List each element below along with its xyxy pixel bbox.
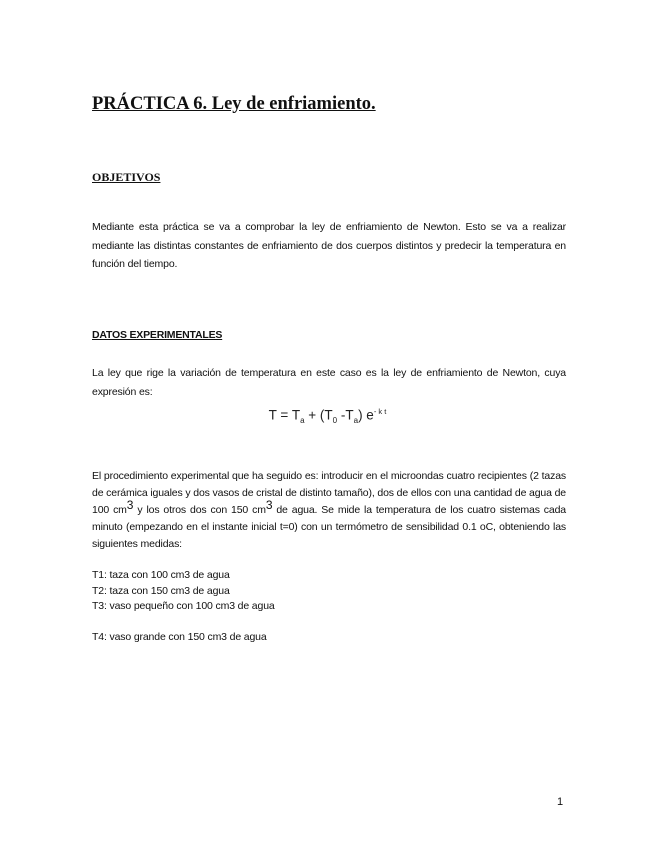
datos-intro-paragraph: La ley que rige la variación de temperatura en este caso es la ley de enfriamiento de Newton, cuya expresión es:: [92, 367, 566, 398]
formula-sub-a: a: [300, 416, 305, 426]
list-item: T1: taza con 100 cm3 de agua: [92, 569, 230, 581]
section-heading-datos-experimentales: DATOS EXPERIMENTALES: [92, 329, 223, 341]
procedure-text-2: y los otros dos con 150 cm: [133, 504, 266, 516]
newton-cooling-formula: [0, 407, 655, 425]
formula-sub-a2: a: [353, 416, 359, 426]
section-heading-objetivos: OBJETIVOS: [92, 170, 161, 184]
container-list: [92, 568, 275, 615]
procedure-text-1: El procedimiento experimental que ha seguido es: introducir en el microondas cuatro recipientes (2 tazas de cerámica iguales y dos vasos de cristal de distinto tamaño), dos de ellos con una cantidad de agua de 100 cm: [92, 470, 566, 516]
container-list-extra: [92, 630, 267, 646]
formula-close: ) e: [358, 407, 374, 423]
procedure-paragraph: [92, 468, 566, 553]
formula-mid: + (T: [304, 407, 333, 423]
page-title: PRÁCTICA 6. Ley de enfriamiento.: [92, 94, 376, 114]
formula-dash: -T: [337, 407, 354, 423]
objetivos-paragraph: Mediante esta práctica se va a comprobar la ley de enfriamiento de Newton. Esto se va a realizar mediante las distintas constantes de enfriamiento de dos cuerpos distintos y predecir la temperatura en función del tiempo.: [92, 221, 566, 270]
procedure-text-3: de agua. Se mide la temperatura de los cuatro sistemas cada minuto (empezando en el instante inicial t=0) con un termómetro de sensibilidad 0.1 oC, obteniendo las siguientes medidas:: [92, 504, 566, 550]
procedure-sup-2: 3: [265, 498, 273, 512]
formula-sub-0: 0: [332, 416, 338, 426]
formula-exponent: - k t: [373, 407, 387, 416]
list-item: T3: vaso pequeño con 100 cm3 de agua: [92, 600, 275, 612]
procedure-sup-1: 3: [126, 498, 134, 512]
formula-lhs: T = T: [268, 407, 301, 423]
list-item: T2: taza con 150 cm3 de agua: [92, 584, 230, 597]
list-item: T4: vaso grande con 150 cm3 de agua: [92, 631, 267, 643]
page-number: 1: [557, 796, 564, 808]
